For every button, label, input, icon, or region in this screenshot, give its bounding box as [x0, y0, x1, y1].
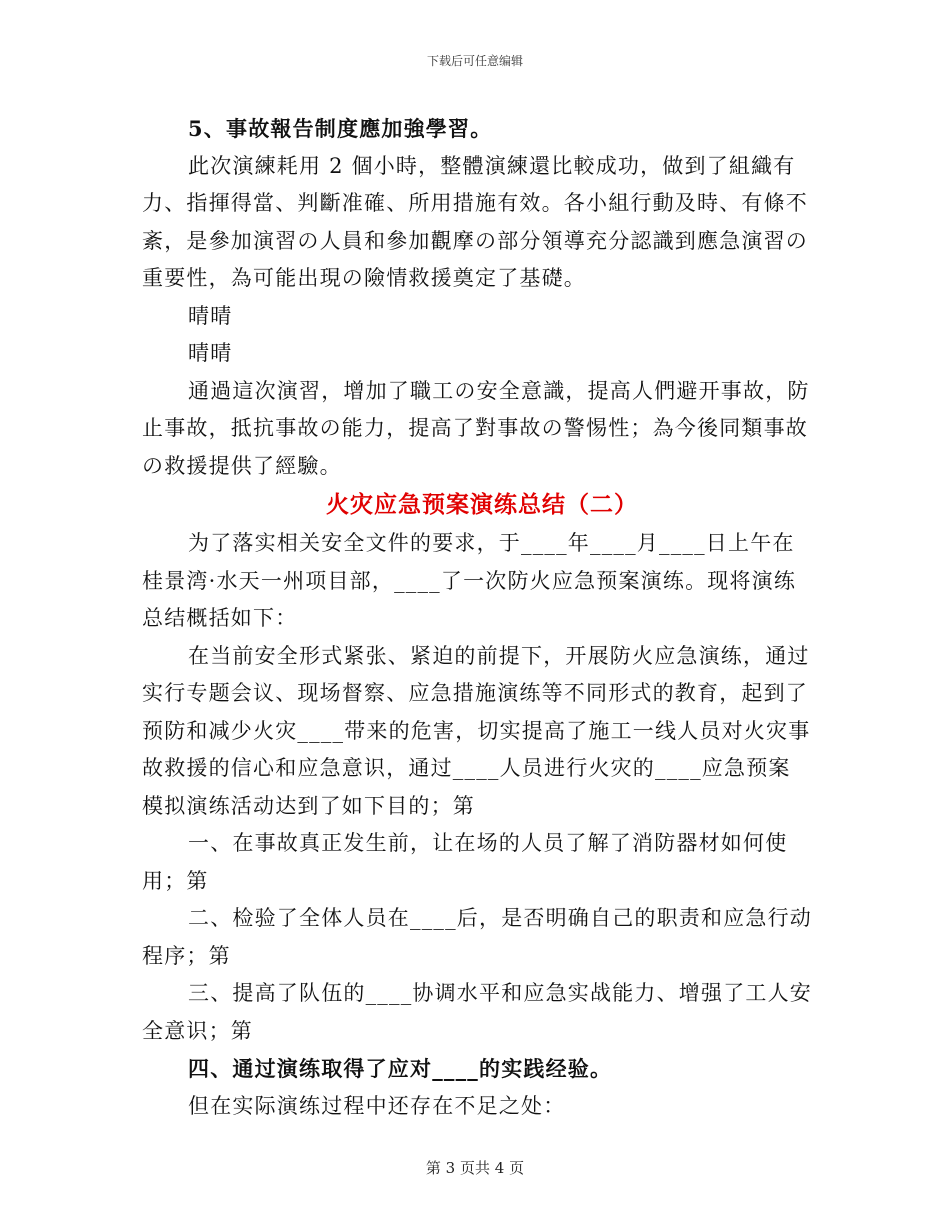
paragraph-goal-4: 四、通过演练取得了应对____的实践经验。	[188, 1056, 613, 1081]
document-body	[142, 110, 812, 1125]
paragraph-drill-summary: 此次演練耗用 2 個小時，整體演練還比較成功，做到了組織有力、指揮得當、判斷准確、所用措施有效。各小組行動及時、有條不紊，是參加演習の人員和參加觀摩の部分領導充分認識到應急演習の重要性，為可能出現の險情救援奠定了基礎。	[142, 153, 808, 290]
paragraph-intro: 为了落实相关安全文件的要求，于____年____月____日上午在桂景湾·水天一州项目部，____了一次防火应急预案演练。现将演练总结概括如下：	[142, 531, 797, 630]
paragraph-goal-3: 三、提高了队伍的____协调水平和应急实战能力、增强了工人安全意识；第	[142, 981, 812, 1043]
paragraph-placeholder-1: 晴晴	[188, 303, 233, 328]
paragraph-goal-1: 一、在事故真正发生前，让在场的人员了解了消防器材如何使用；第	[142, 831, 788, 893]
paragraph-drill-conclusion: 通過這次演習，增加了職工の安全意識，提高人們避开事故，防止事故，抵抗事故の能力，提高了對事故の警惕性；為今後同類事故の救援提供了經驗。	[142, 378, 810, 478]
section-title: 火灾应急预案演练总结（二）	[326, 491, 638, 518]
paragraph-placeholder-2: 晴晴	[188, 341, 233, 365]
page-header: 下载后可任意编辑	[426, 54, 523, 68]
paragraph-shortcomings: 但在实际演练过程中还存在不足之处：	[188, 1093, 566, 1118]
paragraph-goal-2: 二、检验了全体人员在____后，是否明确自己的职责和应急行动程序；第	[142, 906, 812, 968]
page-footer: 第 3 页共 4 页	[425, 1159, 525, 1177]
paragraph-background: 在当前安全形式紧张、紧迫的前提下，开展防火应急演练，通过实行专题会议、现场督察、应急措施演练等不同形式的教育，起到了预防和减少火灾____带来的危害，切实提高了施工一线人员对火灾事故救援的信心和应急意识，通过____人员进行火灾的____应急预案模拟演练活动达到了如下目的；第	[142, 643, 811, 818]
paragraph-item-5: 5、事故報告制度應加強學習。	[188, 116, 493, 141]
